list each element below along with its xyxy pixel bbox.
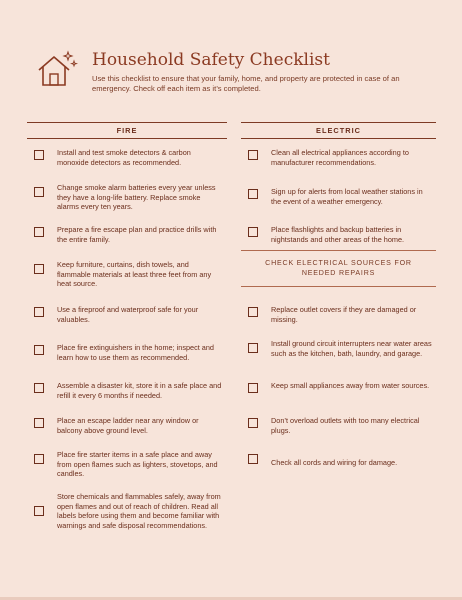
electrical-repairs-subheading: CHECK ELECTRICAL SOURCES FOR NEEDED REPAIRS — [241, 250, 436, 287]
item-text: Install and test smoke detectors & carbon monoxide detectors as recommended. — [57, 148, 191, 167]
house-sparkle-icon — [34, 48, 78, 92]
checkbox[interactable] — [248, 383, 258, 393]
checkbox[interactable] — [248, 189, 258, 199]
item-text: Don’t overload outlets with too many electrical plugs. — [271, 416, 420, 435]
item-text: Use a fireproof and waterproof safe for your valuables. — [57, 305, 199, 324]
item-text: Keep small appliances away from water sources. — [271, 381, 430, 390]
checkbox[interactable] — [248, 418, 258, 428]
item-text: Prepare a fire escape plan and practice drills with the entire family. — [57, 225, 217, 244]
checkbox[interactable] — [34, 307, 44, 317]
item-text: Assemble a disaster kit, store it in a safe place and refill it every 6 months if needed. — [57, 381, 222, 400]
electric-column — [241, 122, 436, 467]
item-text: Place fire starter items in a safe place and away from open flames such as lighters, stovetops, and candles. — [57, 450, 218, 479]
item-text: Clean all electrical appliances according to manufacturer recommendations. — [271, 148, 409, 167]
item-text: Store chemicals and flammables safely, away from open flames and out of reach of children. Read all labels before using them and become familiar with warnings and safe disposal recommendations. — [57, 492, 221, 530]
item-text: Place fire extinguishers in the home; inspect and learn how to use them as recommended. — [57, 343, 214, 362]
checkbox[interactable] — [34, 506, 44, 516]
item-text: Sign up for alerts from local weather stations in the event of a weather emergency. — [271, 187, 423, 206]
fire-column — [27, 122, 227, 530]
fire-heading: FIRE — [27, 122, 227, 139]
item-text: Keep furniture, curtains, dish towels, and flammable materials at least three feet from any heat source. — [57, 260, 212, 289]
electric-heading: ELECTRIC — [241, 122, 436, 139]
intro-text: Use this checklist to ensure that your family, home, and property are protected in case of an emergency. Check off each item as it’s completed. — [92, 74, 400, 93]
checkbox[interactable] — [34, 227, 44, 237]
checkbox[interactable] — [248, 307, 258, 317]
checkbox[interactable] — [34, 187, 44, 197]
checkbox[interactable] — [248, 454, 258, 464]
page-title: Household Safety Checklist — [92, 50, 330, 70]
item-text: Install ground circuit interrupters near water areas such as the kitchen, bath, laundry, and garage. — [271, 339, 432, 358]
checkbox[interactable] — [34, 383, 44, 393]
checkbox[interactable] — [248, 150, 258, 160]
item-text: Place an escape ladder near any window or balcony above ground level. — [57, 416, 199, 435]
item-text: Place flashlights and backup batteries in nightstands and other areas of the home. — [271, 225, 405, 244]
item-text: Change smoke alarm batteries every year unless they have a long-life battery. Replace smoke alarms every ten years. — [57, 183, 216, 212]
item-text: Check all cords and wiring for damage. — [271, 458, 398, 467]
item-text: Replace outlet covers if they are damaged or missing. — [271, 305, 417, 324]
checkbox[interactable] — [34, 418, 44, 428]
checkbox[interactable] — [34, 264, 44, 274]
checkbox[interactable] — [248, 227, 258, 237]
checkbox[interactable] — [248, 343, 258, 353]
checkbox[interactable] — [34, 454, 44, 464]
checkbox[interactable] — [34, 150, 44, 160]
checkbox[interactable] — [34, 345, 44, 355]
